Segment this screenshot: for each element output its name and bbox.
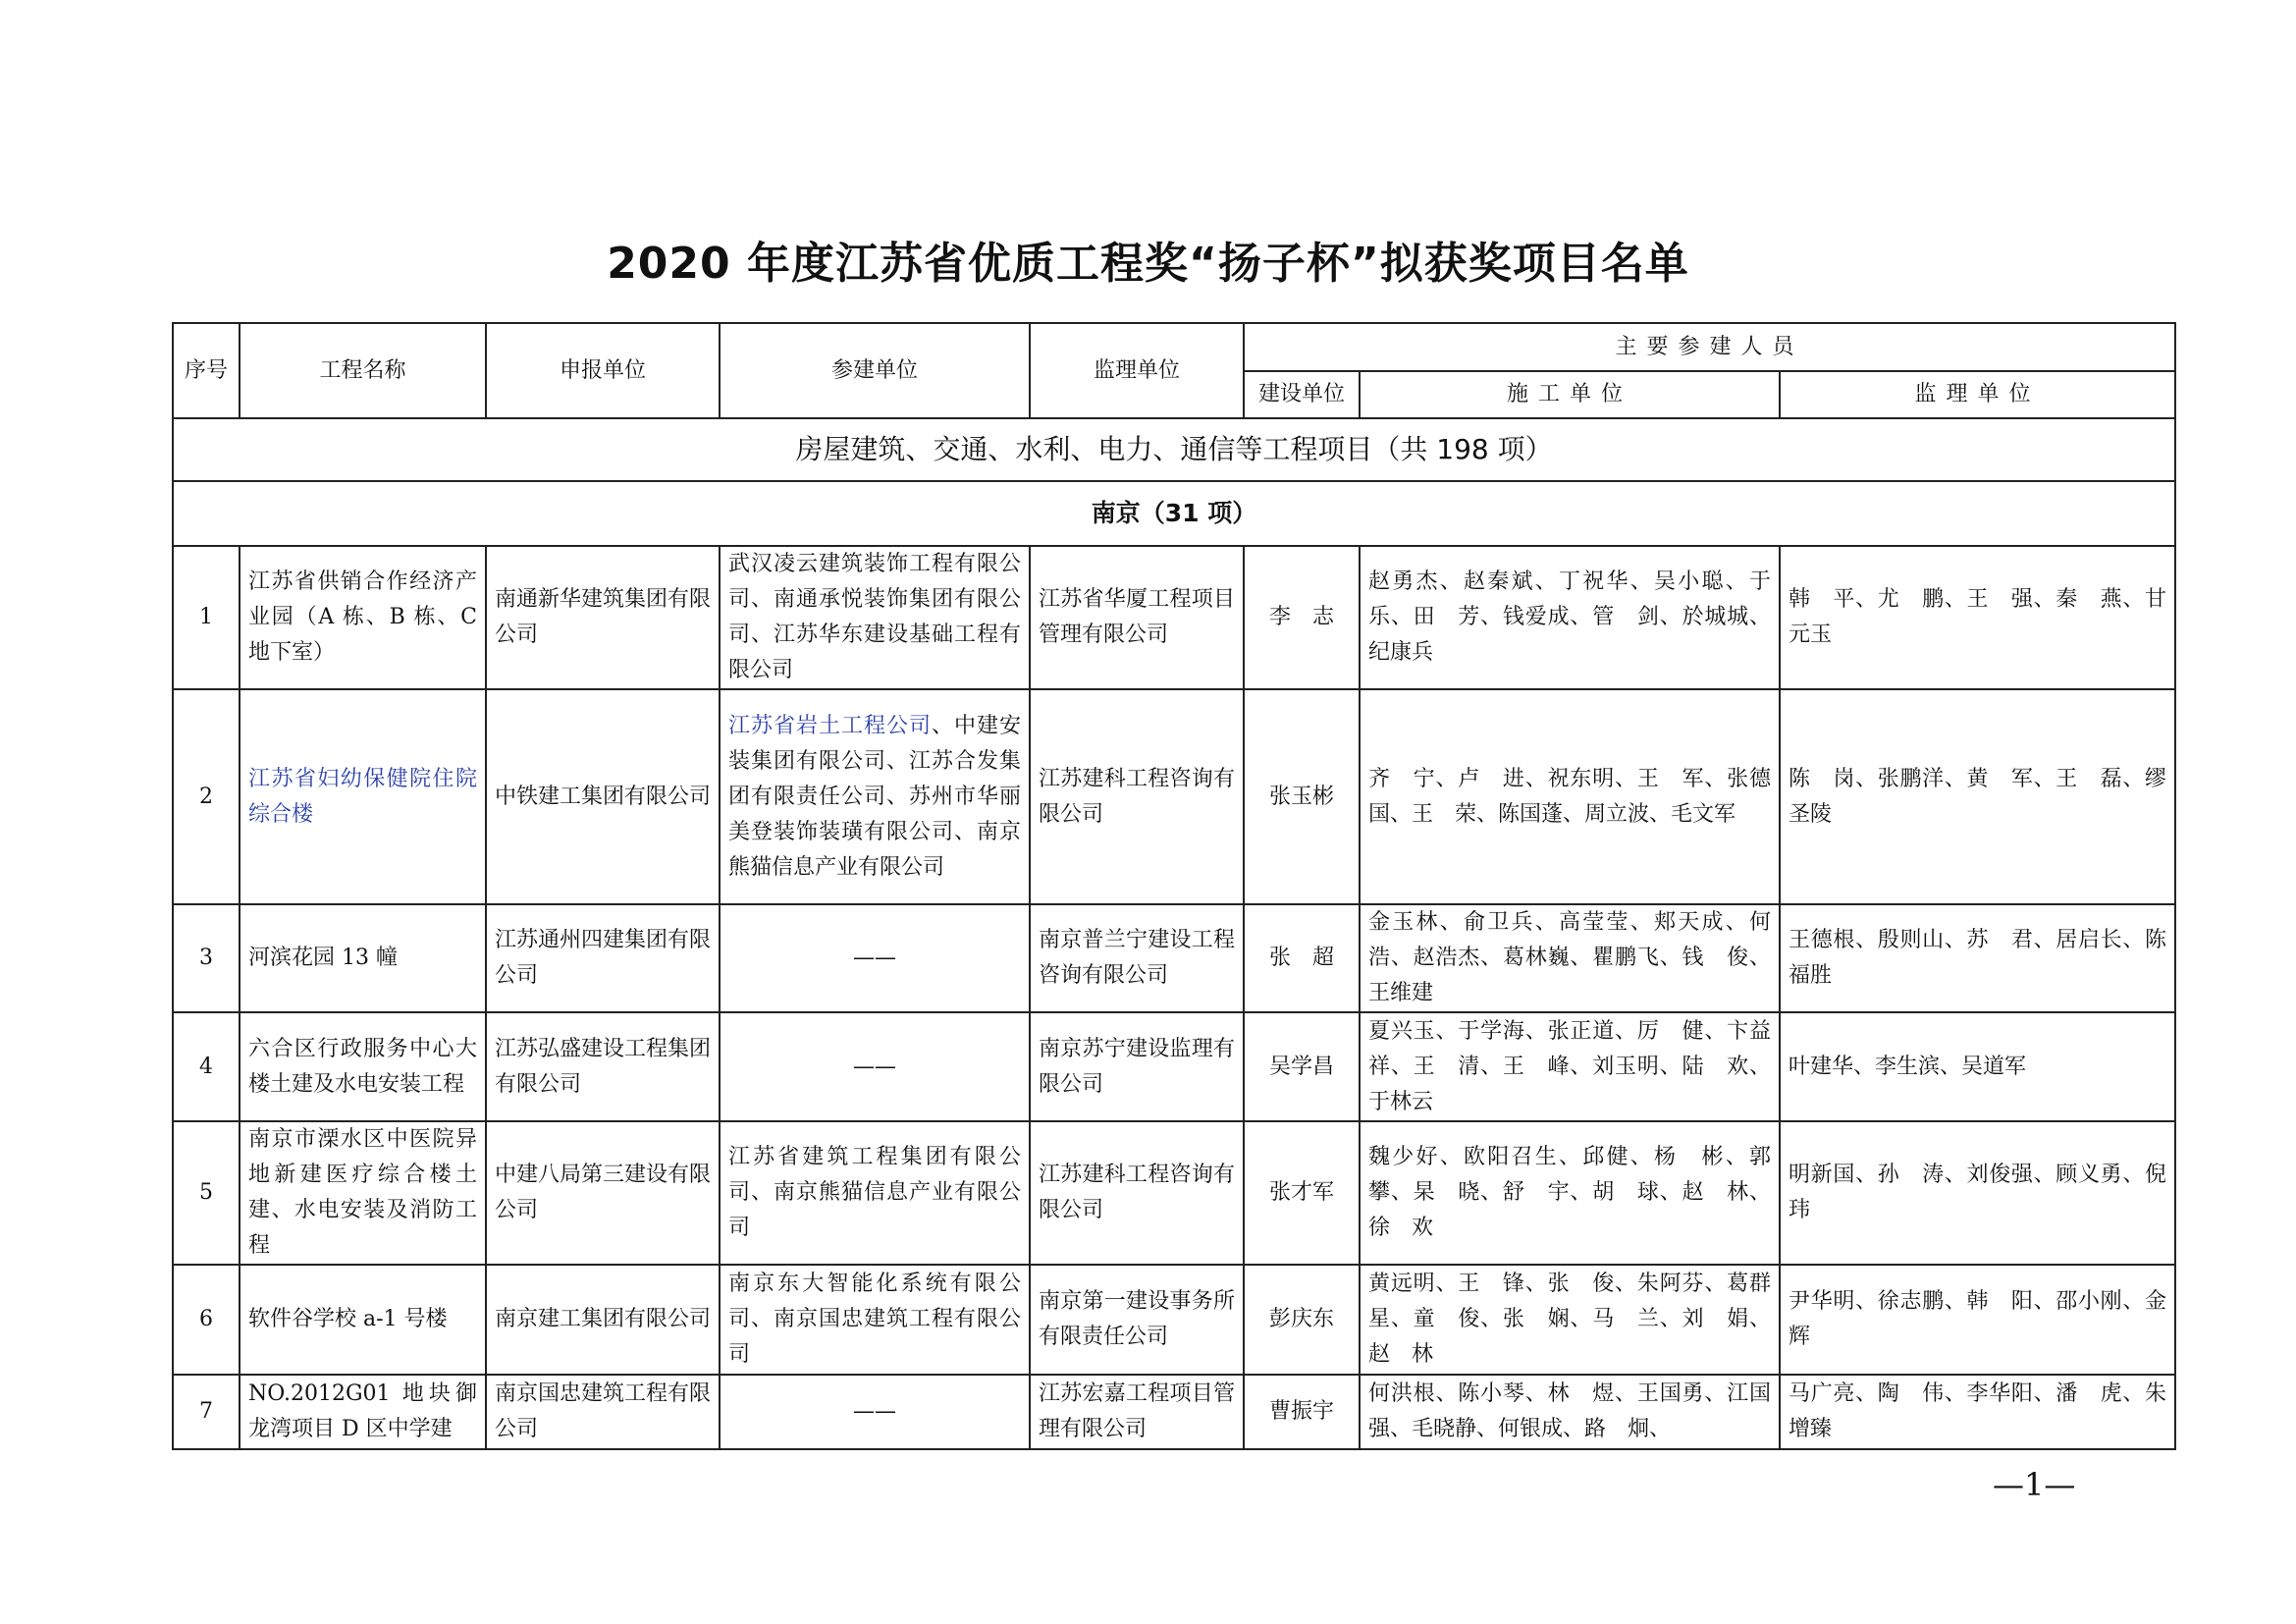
header-seq: 序号	[173, 323, 240, 418]
row-project-link[interactable]: 江苏省妇幼保健院住院综合楼	[240, 689, 486, 904]
row-seq: 4	[173, 1012, 240, 1121]
row-project: NO.2012G01 地块御龙湾项目 D 区中学建	[240, 1375, 486, 1449]
row-participants: 武汉凌云建筑装饰工程有限公司、南通承悦装饰集团有限公司、江苏华东建设基础工程有限公司	[720, 546, 1030, 689]
row-project: 南京市溧水区中医院异地新建医疗综合楼土建、水电安装及消防工程	[240, 1121, 486, 1265]
table-row	[173, 689, 2175, 904]
page-number: —1—	[1993, 1466, 2076, 1503]
row-supervisor: 南京普兰宁建设工程咨询有限公司	[1030, 904, 1244, 1012]
header-construction-unit: 建设单位	[1244, 371, 1360, 418]
row-supervisors: 尹华明、徐志鹏、韩 阳、邵小刚、金 辉	[1780, 1265, 2175, 1375]
row-supervisors: 王德根、殷则山、苏 君、居启长、陈福胜	[1780, 904, 2175, 1012]
participant-link[interactable]: 江苏省岩土工程公司	[728, 713, 932, 738]
row-supervisor: 南京苏宁建设监理有限公司	[1030, 1012, 1244, 1121]
header-builder-unit: 施工单位	[1360, 371, 1780, 418]
row-supervisors: 马广亮、陶 伟、李华阳、潘 虎、朱增臻	[1780, 1375, 2175, 1449]
row-participants: ——	[720, 1012, 1030, 1121]
row-applicant: 南京建工集团有限公司	[486, 1265, 720, 1375]
row-participants: 江苏省建筑工程集团有限公司、南京熊猫信息产业有限公司	[720, 1121, 1030, 1265]
row-applicant: 江苏通州四建集团有限公司	[486, 904, 720, 1012]
section-title: 房屋建筑、交通、水利、电力、通信等工程项目（共 198 项）	[173, 418, 2175, 481]
row-applicant: 江苏弘盛建设工程集团有限公司	[486, 1012, 720, 1121]
row-seq: 6	[173, 1265, 240, 1375]
header-supervision-unit: 监理单位	[1780, 371, 2175, 418]
row-supervisor: 江苏宏嘉工程项目管理有限公司	[1030, 1375, 1244, 1449]
row-seq: 3	[173, 904, 240, 1012]
header-participants: 参建单位	[720, 323, 1030, 418]
row-builders: 黄远明、王 锋、张 俊、朱阿芬、葛群星、童 俊、张 娴、马 兰、刘 娟、赵 林	[1360, 1265, 1780, 1375]
row-supervisor: 南京第一建设事务所有限责任公司	[1030, 1265, 1244, 1375]
row-project: 河滨花园 13 幢	[240, 904, 486, 1012]
row-builders: 何洪根、陈小琴、林 煜、王国勇、江国强、毛晓静、何银成、路 炯、	[1360, 1375, 1780, 1449]
row-seq: 5	[173, 1121, 240, 1265]
row-supervisors: 明新国、孙 涛、刘俊强、顾义勇、倪 玮	[1780, 1121, 2175, 1265]
row-applicant: 中铁建工集团有限公司	[486, 689, 720, 904]
row-owner: 张才军	[1244, 1121, 1360, 1265]
row-owner: 张 超	[1244, 904, 1360, 1012]
row-participants	[720, 689, 1030, 904]
header-project: 工程名称	[240, 323, 486, 418]
table-row	[173, 904, 2175, 1012]
row-project: 六合区行政服务中心大楼土建及水电安装工程	[240, 1012, 486, 1121]
row-supervisor: 江苏建科工程咨询有限公司	[1030, 1121, 1244, 1265]
table-row	[173, 1265, 2175, 1375]
row-participants: 南京东大智能化系统有限公司、南京国忠建筑工程有限公司	[720, 1265, 1030, 1375]
row-builders: 赵勇杰、赵秦斌、丁祝华、吴小聪、于 乐、田 芳、钱爱成、管 剑、於城城、纪康兵	[1360, 546, 1780, 689]
row-project: 软件谷学校 a-1 号楼	[240, 1265, 486, 1375]
row-participants: ——	[720, 1375, 1030, 1449]
region-title: 南京（31 项）	[173, 481, 2175, 546]
row-applicant: 中建八局第三建设有限公司	[486, 1121, 720, 1265]
row-builders: 金玉林、俞卫兵、高莹莹、郏天成、何 浩、赵浩杰、葛林巍、瞿鹏飞、钱 俊、王维建	[1360, 904, 1780, 1012]
row-supervisor: 江苏建科工程咨询有限公司	[1030, 689, 1244, 904]
row-supervisor: 江苏省华厦工程项目管理有限公司	[1030, 546, 1244, 689]
page-title: 2020 年度江苏省优质工程奖“扬子杯”拟获奖项目名单	[607, 239, 1689, 289]
section-title-row	[173, 418, 2175, 481]
row-owner: 李 志	[1244, 546, 1360, 689]
row-applicant: 南京国忠建筑工程有限公司	[486, 1375, 720, 1449]
row-builders: 夏兴玉、于学海、张正道、厉 健、卞益祥、王 清、王 峰、刘玉明、陆 欢、于林云	[1360, 1012, 1780, 1121]
table-row	[173, 1375, 2175, 1449]
row-owner: 吴学昌	[1244, 1012, 1360, 1121]
header-supervisor: 监理单位	[1030, 323, 1244, 418]
row-supervisors: 叶建华、李生滨、吴道军	[1780, 1012, 2175, 1121]
header-applicant: 申报单位	[486, 323, 720, 418]
row-builders: 齐 宁、卢 进、祝东明、王 军、张德国、王 荣、陈国蓬、周立波、毛文军	[1360, 689, 1780, 904]
participant-rest: 、中建安装集团有限公司、江苏合发集团有限责任公司、苏州市华丽美登装饰装璜有限公司、南京熊猫信息产业有限公司	[728, 713, 1021, 880]
row-applicant: 南通新华建筑集团有限公司	[486, 546, 720, 689]
award-table	[172, 322, 2189, 1450]
row-seq: 7	[173, 1375, 240, 1449]
row-owner: 彭庆东	[1244, 1265, 1360, 1375]
header-main-personnel: 主要参建人员	[1244, 323, 2175, 371]
header-row-1	[173, 323, 2175, 371]
row-supervisors: 陈 岗、张鹏洋、黄 军、王 磊、缪圣陵	[1780, 689, 2175, 904]
row-builders: 魏少好、欧阳召生、邱健、杨 彬、郭 攀、杲 晓、舒 宇、胡 球、赵 林、徐 欢	[1360, 1121, 1780, 1265]
region-title-row	[173, 481, 2175, 546]
row-supervisors: 韩 平、尤 鹏、王 强、秦 燕、甘元玉	[1780, 546, 2175, 689]
row-project: 江苏省供销合作经济产业园（A 栋、B 栋、C 地下室）	[240, 546, 486, 689]
table-row	[173, 1121, 2175, 1265]
row-participants: ——	[720, 904, 1030, 1012]
row-seq: 2	[173, 689, 240, 904]
row-owner: 张玉彬	[1244, 689, 1360, 904]
row-seq: 1	[173, 546, 240, 689]
row-owner: 曹振宇	[1244, 1375, 1360, 1449]
table-row	[173, 546, 2175, 689]
table-row	[173, 1012, 2175, 1121]
